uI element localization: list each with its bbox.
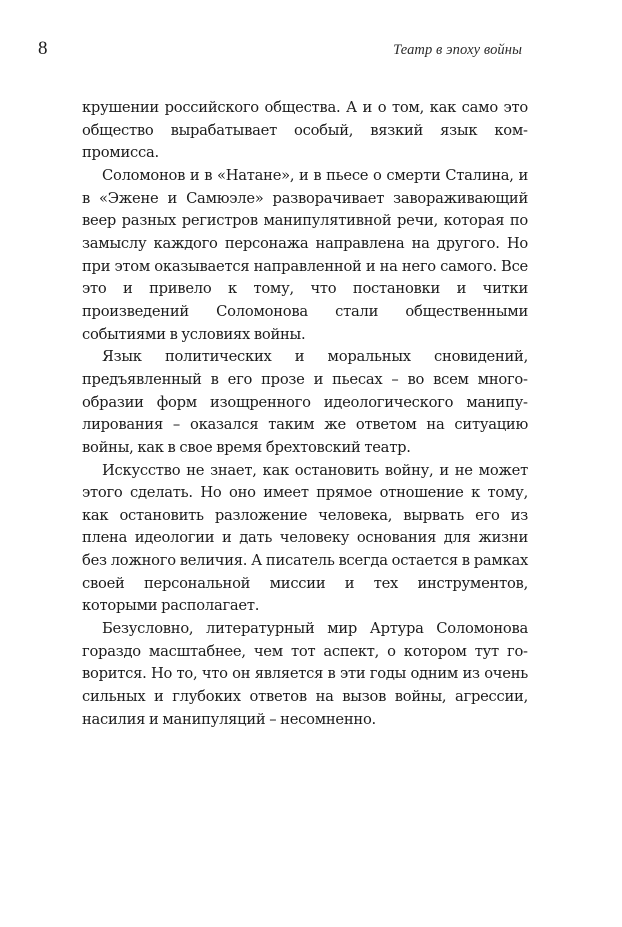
paragraph-5: Безусловно, литературный мир Артура Соломонова гораздо масштабнее, чем тот аспект, о котором тут говорится. Но то, что он является в эти годы одним из очень сильных и глубоких ответов на вызов войны, агрессии, насилия и манипуляций – несомненно.	[82, 620, 528, 728]
paragraph-3: Язык политических и моральных сновидений, предъявленный в его прозе и пьесах – во всем многообразии форм изощренного идеологического манипулирования – оказался таким же ответом на ситуацию войны, как в свое время брехтовский театр.	[82, 348, 528, 456]
body-text	[82, 97, 528, 731]
paragraph-1: крушении российского общества. А и о том, как само это общество вырабатывает особый, вязкий язык компромисса.	[82, 99, 528, 162]
running-head-title: Театр в эпоху войны	[393, 42, 522, 58]
paragraph-4: Искусство не знает, как остановить войну, и не может этого сделать. Но оно имеет прямое отношение к тому, как остановить разложение человека, вырвать его из плена идеологии и дать человеку основания для жизни без ложного величия. А писатель всегда остается в рамках своей персональной миссии и тех инструментов, которыми располагает.	[82, 461, 528, 615]
paragraph-2: Соломонов и в «Натане», и в пьесе о смерти Сталина, и в «Эжене и Самюэле» разворачивает завораживающий веер разных регистров манипулятивной речи, которая по замыслу каждого персонажа направлена на другого. Но при этом оказывается направленной и на него самого. Все это и привело к тому, что постановки и читки произведений Соломонова стали общественными событиями в условиях войны.	[82, 166, 528, 343]
page-number: 8	[38, 38, 48, 59]
